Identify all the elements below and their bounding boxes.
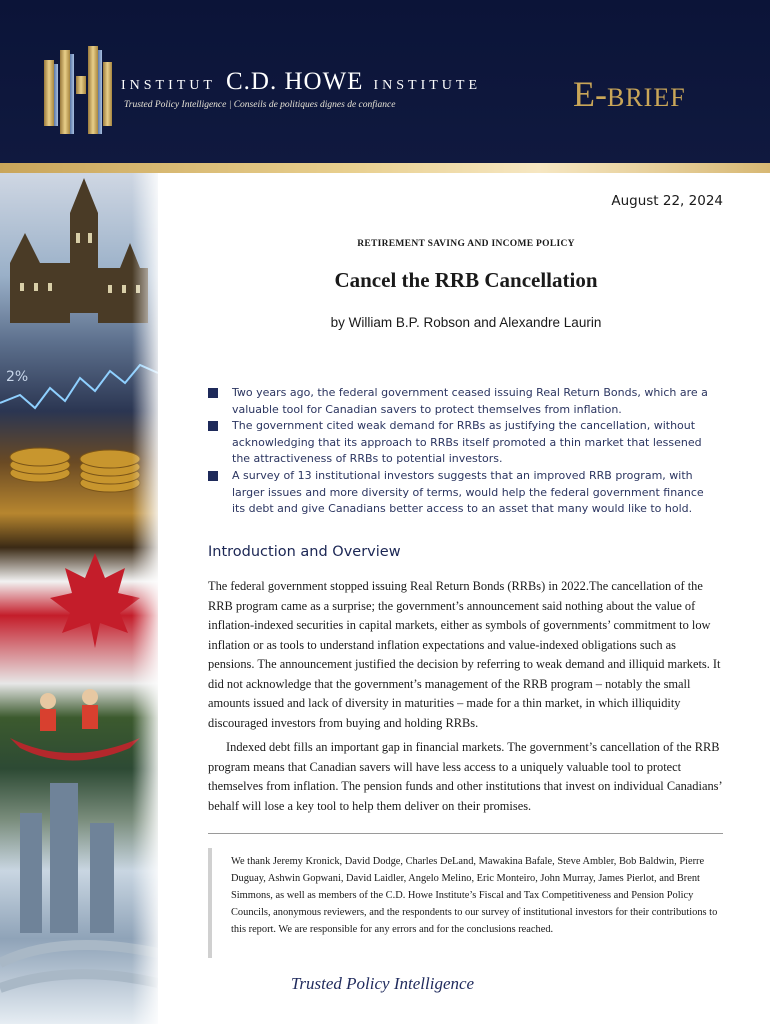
- cd-howe-logo-icon: [44, 46, 114, 138]
- series-rest: BRIEF: [606, 83, 686, 112]
- header-band: [0, 0, 770, 163]
- series-title: [573, 76, 686, 112]
- svg-text:2%: 2%: [6, 369, 29, 385]
- key-point-text: A survey of 13 institutional investors suggests that an improved RRB program, with larger issues and more diversity of terms, would help the federal government finance its debt and give Canadians better access to an asset that many would like to hold.: [232, 468, 704, 516]
- key-point: [206, 418, 716, 468]
- key-points-list: [206, 385, 716, 518]
- footer-tagline: Trusted Policy Intelligence: [290, 974, 475, 993]
- key-point: [206, 385, 716, 418]
- bullet-square-icon: [208, 421, 218, 431]
- article-authors: by William B.P. Robson and Alexandre Laurin: [330, 315, 602, 330]
- org-name: C.D. HOWE: [226, 68, 364, 95]
- gold-divider: [0, 163, 770, 173]
- body-paragraph: The federal government stopped issuing Real Return Bonds (RRBs) in 2022.The cancellation of the RRB program came as a surprise; the government’s announcement said nothing about the value of inflation-indexed securities in capital markets, either as symbols of governments’ commitment to low inflation or as tools to understand inflation expectations and value-indexed obligations such as pensions. The announcement justified the decision by referring to weak demand and illiquid markets. It did not acknowledge that the government’s management of the RRB program – notably the small amounts issued and lack of diversity in maturities – made for a thin market, in which illiquidity discouraged investors from buying and holding RRBs.: [208, 579, 721, 730]
- institute-wordmark: [121, 68, 481, 96]
- header-tagline: Trusted Policy Intelligence | Conseils de politiques dignes de confiance: [124, 100, 396, 110]
- institute-word: INSTITUTE: [373, 78, 482, 93]
- article-title: Cancel the RRB Cancellation: [334, 268, 598, 292]
- key-point-text: The government cited weak demand for RRBs as justifying the cancellation, without acknowledging that its approach to RRBs itself promoted a thin market that lessened the attractiveness of RRBs to potential investors.: [232, 419, 702, 466]
- section-heading: Introduction and Overview: [208, 544, 401, 560]
- key-point: [206, 468, 716, 518]
- key-point-text: Two years ago, the federal government ceased issuing Real Return Bonds, which are a valuable tool for Canadian savers to protect themselves from inflation.: [232, 386, 708, 416]
- acknowledgement-bar: [208, 848, 212, 958]
- decorative-photo-strip: [0, 173, 158, 1024]
- strip-fade-overlay: [132, 173, 158, 1024]
- publication-date: August 22, 2024: [611, 193, 723, 209]
- institut-word: INSTITUT: [121, 78, 216, 93]
- acknowledgement-text: We thank Jeremy Kronick, David Dodge, Charles DeLand, Mawakina Bafale, Steve Ambler, Bob Baldwin, Pierre Duguay, Ashwin Gopwani, David Laidler, Angelo Melino, Eric Monteiro, John Murray, James Pierlot, and Brent Simmons, as well as members of the C.D. Howe Institute’s Fiscal and Tax Competitiveness and Pension Policy Councils, anonymous reviewers, and the respondents to our survey of institutional investors for their contributions to this report. We are responsible for any errors and for the conclusions reached.: [231, 856, 718, 935]
- bullet-square-icon: [208, 471, 218, 481]
- body-paragraph: Indexed debt fills an important gap in financial markets. The government’s cancellation of the RRB program means that Canadian savers will have less access to a uniquely valuable tool to protect themselves from inflation. The pension funds and other institutions that invest on individual Canadians’ behalf will lose a key tool to help them deliver on their promises.: [208, 740, 722, 813]
- bullet-square-icon: [208, 388, 218, 398]
- policy-area-label: RETIREMENT SAVING AND INCOME POLICY: [357, 239, 575, 249]
- acknowledgement-divider: [208, 833, 723, 834]
- series-initial: E-: [573, 74, 607, 114]
